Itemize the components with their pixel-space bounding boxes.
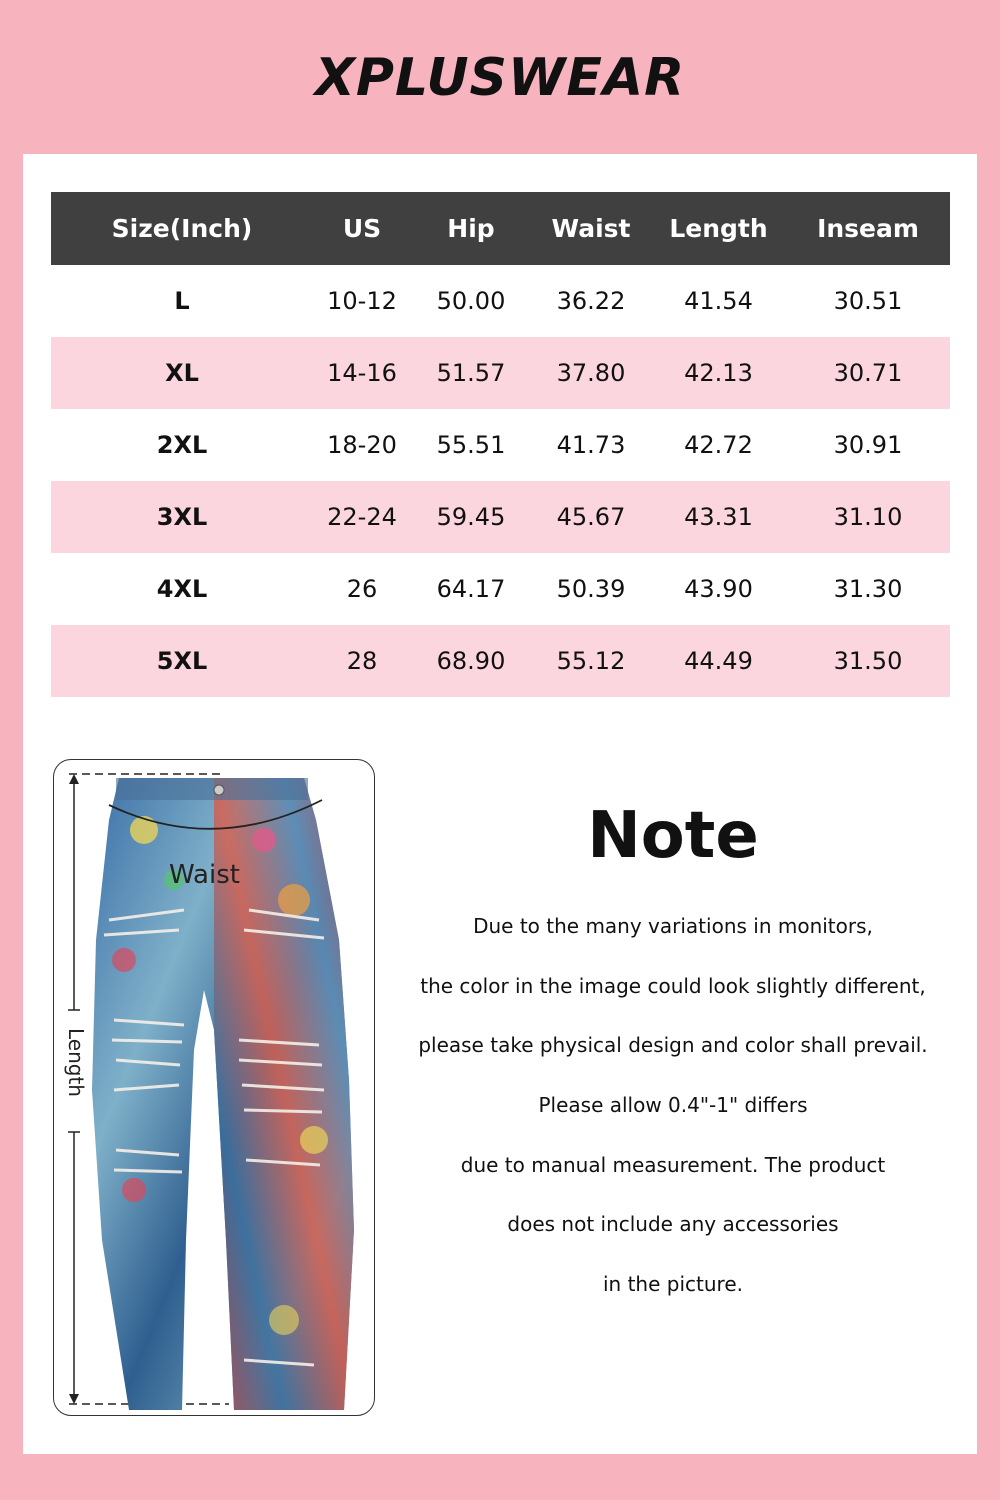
cell-inseam: 31.10 bbox=[786, 481, 950, 553]
cell-waist: 37.80 bbox=[531, 337, 651, 409]
size-chart-card bbox=[23, 154, 977, 1454]
note-line: due to manual measurement. The product bbox=[460, 1152, 886, 1177]
note-text bbox=[395, 914, 951, 1332]
cell-size: 2XL bbox=[156, 431, 208, 459]
table-row bbox=[51, 409, 950, 481]
cell-waist: 41.73 bbox=[556, 431, 626, 459]
cell-size: 4XL bbox=[156, 575, 208, 603]
cell-length: 43.31 bbox=[651, 481, 786, 553]
cell-hip: 64.17 bbox=[436, 575, 506, 603]
cell-size: L bbox=[174, 287, 190, 315]
header-waist: Waist bbox=[531, 192, 651, 265]
jeans-illustration bbox=[54, 760, 374, 1415]
note-line: please take physical design and color shall prevail. bbox=[418, 1033, 928, 1058]
cell-inseam: 31.50 bbox=[786, 625, 950, 697]
cell-length: 41.54 bbox=[684, 287, 753, 315]
cell-hip: 68.90 bbox=[411, 625, 531, 697]
note-line: Due to the many variations in monitors, bbox=[473, 914, 873, 938]
length-label: Length bbox=[64, 1028, 88, 1097]
note-line: in the picture. bbox=[603, 1272, 743, 1297]
brand-logo: XPLUSWEAR bbox=[314, 48, 686, 108]
size-table bbox=[51, 192, 950, 697]
table-row bbox=[51, 481, 950, 553]
note-line: does not include any accessories bbox=[507, 1212, 839, 1237]
note-line: Please allow 0.4"-1" differs bbox=[538, 1093, 808, 1118]
header-inseam: Inseam bbox=[786, 192, 950, 265]
note-line: the color in the image could look slightly different, bbox=[420, 973, 926, 998]
table-row bbox=[51, 553, 950, 625]
cell-waist: 55.12 bbox=[531, 625, 651, 697]
cell-inseam: 31.30 bbox=[833, 575, 903, 603]
cell-us: 26 bbox=[346, 575, 378, 603]
header-length: Length bbox=[651, 192, 786, 265]
cell-size: 3XL bbox=[51, 481, 313, 553]
header-size: Size(Inch) bbox=[51, 192, 313, 265]
cell-waist: 36.22 bbox=[556, 287, 626, 315]
cell-hip: 55.51 bbox=[436, 431, 506, 459]
cell-length: 44.49 bbox=[651, 625, 786, 697]
note-title: Note bbox=[587, 799, 759, 873]
cell-us: 14-16 bbox=[313, 337, 411, 409]
header-hip: Hip bbox=[411, 192, 531, 265]
cell-length: 42.13 bbox=[651, 337, 786, 409]
waist-label: Waist bbox=[169, 860, 240, 890]
cell-hip: 59.45 bbox=[411, 481, 531, 553]
cell-length: 42.72 bbox=[684, 431, 753, 459]
cell-hip: 51.57 bbox=[411, 337, 531, 409]
table-row bbox=[51, 337, 950, 409]
cell-inseam: 30.51 bbox=[833, 287, 903, 315]
table-header-row bbox=[51, 192, 950, 265]
cell-inseam: 30.71 bbox=[786, 337, 950, 409]
header-us: US bbox=[313, 192, 411, 265]
cell-us: 28 bbox=[313, 625, 411, 697]
cell-waist: 45.67 bbox=[531, 481, 651, 553]
cell-length: 43.90 bbox=[684, 575, 753, 603]
cell-hip: 50.00 bbox=[436, 287, 506, 315]
product-image-frame bbox=[53, 759, 375, 1416]
table-row bbox=[51, 625, 950, 697]
cell-us: 10-12 bbox=[327, 287, 397, 315]
cell-us: 18-20 bbox=[327, 431, 397, 459]
cell-inseam: 30.91 bbox=[833, 431, 903, 459]
table-row bbox=[51, 265, 950, 337]
cell-size: 5XL bbox=[51, 625, 313, 697]
cell-waist: 50.39 bbox=[556, 575, 626, 603]
cell-us: 22-24 bbox=[313, 481, 411, 553]
cell-size: XL bbox=[51, 337, 313, 409]
